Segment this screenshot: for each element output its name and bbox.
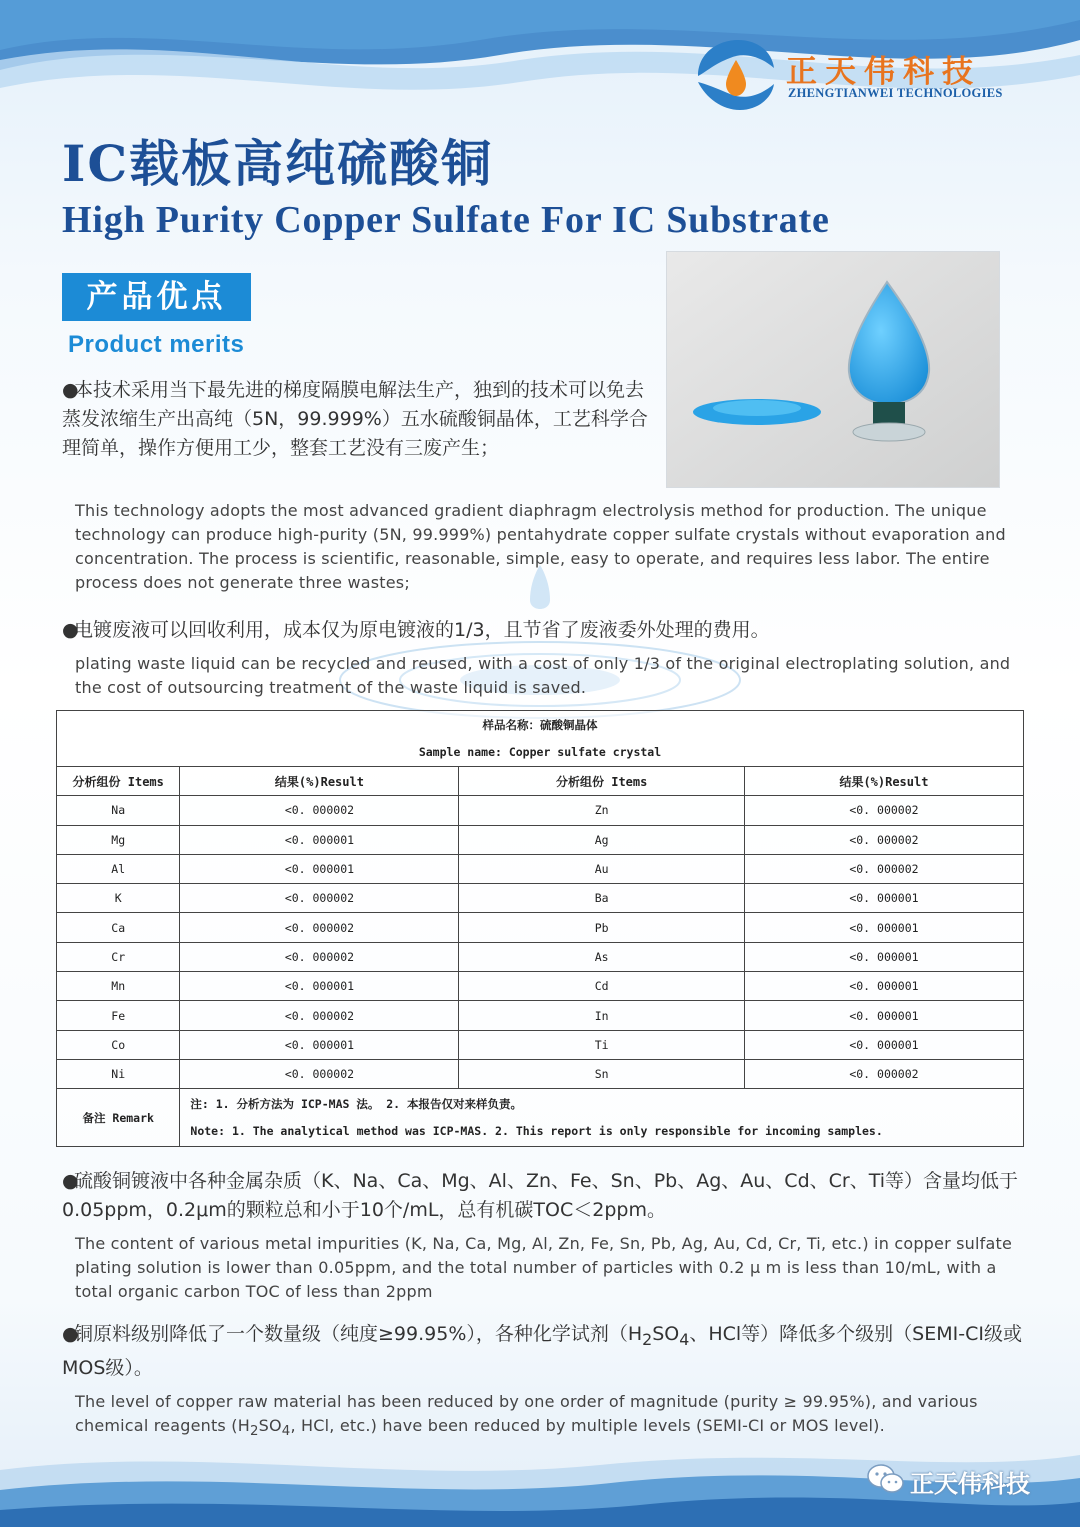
- result-cell: <0. 000002: [744, 796, 1023, 825]
- merit-3-chinese-text: 硫酸铜镀液中各种金属杂质（K、Na、Ca、Mg、Al、Zn、Fe、Sn、Pb、Ag、Au、Cd、Cr、Ti等）含量均低于0.05ppm，0.2μm的颗粒总和小于10个/mL，总有机碳TOC＜2ppm。: [62, 1170, 1019, 1221]
- item-cell: Au: [459, 854, 744, 883]
- sample-name-cell: [57, 711, 1024, 767]
- sample-name-chinese: 样品名称：硫酸铜晶体: [482, 717, 598, 732]
- column-header: 结果(%)Result: [744, 767, 1023, 796]
- merit-4-english-text-a: The level of copper raw material has been reduced by one order of magnitude (purity ≥ 99.95%), and various chemical reagents (H: [75, 1392, 978, 1435]
- item-cell: Ag: [459, 825, 744, 854]
- table-row: [57, 825, 1024, 854]
- result-cell: <0. 000001: [744, 1001, 1023, 1030]
- wechat-icon: [866, 1462, 906, 1496]
- wechat-account-tag: [866, 1462, 1046, 1496]
- merit-4-chinese: [62, 1320, 1022, 1383]
- result-cell: <0. 000001: [744, 942, 1023, 971]
- table-row: [57, 913, 1024, 942]
- result-cell: <0. 000002: [744, 825, 1023, 854]
- product-merits-heading: Product merits: [68, 331, 245, 358]
- logo-chinese-name: 正天伟科技: [786, 54, 981, 90]
- item-cell: Ni: [57, 1059, 180, 1088]
- item-cell: Pb: [459, 913, 744, 942]
- copper-sulfate-crystal-photo: [666, 251, 1000, 488]
- bullet-icon: ●: [62, 379, 79, 401]
- result-cell: <0. 000001: [744, 972, 1023, 1001]
- result-cell: <0. 000002: [180, 913, 459, 942]
- subscript-2: 2: [249, 1424, 259, 1440]
- bullet-icon: ●: [62, 619, 79, 641]
- result-cell: <0. 000002: [180, 942, 459, 971]
- column-header: 分析组份 Items: [57, 767, 180, 796]
- merit-2-chinese-text: 电镀废液可以回收利用，成本仅为原电镀液的1/3，且节省了废液委外处理的费用。: [74, 619, 770, 641]
- result-cell: <0. 000002: [744, 854, 1023, 883]
- result-cell: <0. 000001: [744, 1030, 1023, 1059]
- analysis-results-table: [56, 710, 1024, 1147]
- table-row: [57, 942, 1024, 971]
- result-cell: <0. 000001: [180, 825, 459, 854]
- result-cell: <0. 000001: [744, 913, 1023, 942]
- sample-name-english: Sample name: Copper sulfate crystal: [418, 744, 662, 759]
- result-cell: <0. 000001: [180, 1030, 459, 1059]
- item-cell: K: [57, 884, 180, 913]
- item-cell: Al: [57, 854, 180, 883]
- remark-note-cell: [180, 1089, 1024, 1147]
- item-cell: Mn: [57, 972, 180, 1001]
- subscript-2: 2: [642, 1329, 653, 1349]
- item-cell: In: [459, 1001, 744, 1030]
- column-header: 分析组份 Items: [459, 767, 744, 796]
- remark-label: 备注 Remark: [57, 1089, 180, 1147]
- item-cell: Cr: [57, 942, 180, 971]
- merit-4-english: [75, 1390, 1030, 1444]
- column-header: 结果(%)Result: [180, 767, 459, 796]
- remark-chinese: 注: 1. 分析方法为 ICP-MAS 法。 2. 本报告仅对来样负责。: [190, 1096, 523, 1111]
- result-cell: <0. 000001: [180, 854, 459, 883]
- merit-4-chinese-text-b: SO: [652, 1323, 680, 1345]
- merit-1-english: This technology adopts the most advanced gradient diaphragm electrolysis method for production. The unique technology can produce high-purity (5N, 99.999%) pentahydrate copper sulfate crystals without evaporation and concentration. The process is scientific, reasonable, simple, easy to operate, and requires less labor. The entire process does not generate three wastes;: [75, 501, 1006, 592]
- remark-english: Note: 1. The analytical method was ICP-MAS. 2. This report is only responsible for incoming samples.: [190, 1123, 883, 1138]
- result-cell: <0. 000001: [744, 884, 1023, 913]
- product-merits-badge: 产品优点: [62, 273, 251, 321]
- merit-2-chinese: [62, 616, 1022, 645]
- result-cell: <0. 000002: [180, 1059, 459, 1088]
- water-drop-logo-icon: [694, 38, 776, 112]
- subscript-4: 4: [281, 1424, 291, 1440]
- subscript-4: 4: [679, 1329, 690, 1349]
- bullet-icon: ●: [62, 1170, 79, 1192]
- table-row: [57, 854, 1024, 883]
- crystal-photo-icon: [667, 252, 1000, 488]
- remark-row: [57, 1089, 1024, 1147]
- result-cell: <0. 000002: [180, 1001, 459, 1030]
- table-header-row: [57, 711, 1024, 767]
- merit-4-chinese-text-a: 铜原料级别降低了一个数量级（纯度≥99.95%），各种化学试剂（H: [74, 1323, 643, 1345]
- merit-4-english-text-c: , HCl, etc.) have been reduced by multiple levels (SEMI-CI or MOS level).: [290, 1416, 885, 1435]
- company-logo: [694, 38, 1034, 112]
- merit-3-chinese: [62, 1167, 1022, 1225]
- item-cell: Ti: [459, 1030, 744, 1059]
- item-cell: Mg: [57, 825, 180, 854]
- table-row: [57, 1001, 1024, 1030]
- item-cell: Ca: [57, 913, 180, 942]
- page-title-chinese: IC载板高纯硫酸铜: [62, 134, 494, 193]
- item-cell: Co: [57, 1030, 180, 1059]
- item-cell: Fe: [57, 1001, 180, 1030]
- logo-english-name: ZHENGTIANWEI TECHNOLOGIES: [788, 86, 1003, 100]
- result-cell: <0. 000001: [180, 972, 459, 1001]
- result-cell: <0. 000002: [744, 1059, 1023, 1088]
- column-header-row: [57, 767, 1024, 796]
- merit-4-english-text-b: SO: [258, 1416, 282, 1435]
- item-cell: Zn: [459, 796, 744, 825]
- item-cell: As: [459, 942, 744, 971]
- merit-1-chinese-text: 本技术采用当下最先进的梯度隔膜电解法生产，独到的技术可以免去蒸发浓缩生产出高纯（5N，99.999%）五水硫酸铜晶体，工艺科学合理简单，操作方便用工少，整套工艺没有三废产生；: [62, 379, 648, 459]
- merit-4-chinese-text-c: 、HCl等）降低多个级别（SEMI-CI级或MOS级）。: [62, 1323, 1022, 1379]
- table-row: [57, 1030, 1024, 1059]
- result-cell: <0. 000002: [180, 884, 459, 913]
- item-cell: Ba: [459, 884, 744, 913]
- table-row: [57, 972, 1024, 1001]
- result-cell: <0. 000002: [180, 796, 459, 825]
- merit-1-chinese: [62, 376, 648, 463]
- page-title-english: High Purity Copper Sulfate For IC Substrate: [62, 199, 830, 241]
- table-row: [57, 796, 1024, 825]
- item-cell: Cd: [459, 972, 744, 1001]
- item-cell: Sn: [459, 1059, 744, 1088]
- wechat-account-name: 正天伟科技: [910, 1470, 1030, 1498]
- merit-3-english: The content of various metal impurities (K, Na, Ca, Mg, Al, Zn, Fe, Sn, Pb, Ag, Au, Cd, Cr, Ti, etc.) in copper sulfate plating solution is lower than 0.05ppm, and the total number of particles with 0.2 μ m is less than 10/mL, with a total organic carbon TOC of less than 2ppm: [75, 1234, 1013, 1301]
- table-row: [57, 1059, 1024, 1088]
- bullet-icon: ●: [62, 1323, 79, 1345]
- item-cell: Na: [57, 796, 180, 825]
- merit-2-english: plating waste liquid can be recycled and reused, with a cost of only 1/3 of the original electroplating solution, and the cost of outsourcing treatment of the waste liquid is saved.: [75, 654, 1011, 697]
- table-row: [57, 884, 1024, 913]
